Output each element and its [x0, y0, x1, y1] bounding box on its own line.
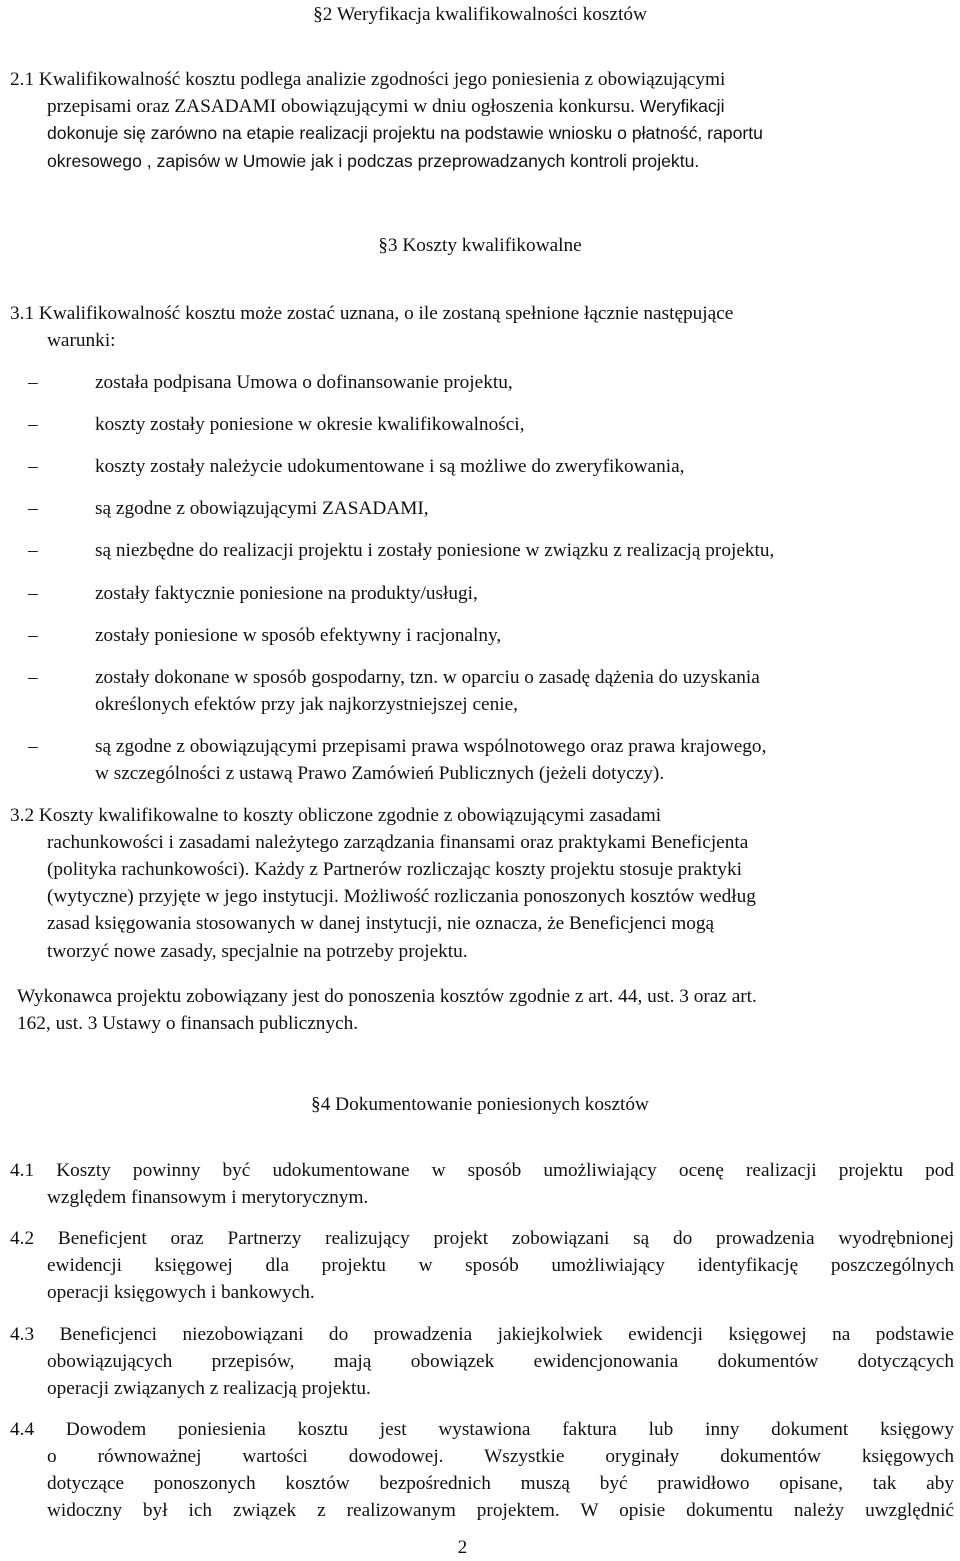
- text-line: ewidencji księgowej dla projektu w sposób umożliwiający identyfikację poszczególnych: [47, 1255, 954, 1276]
- text-line: dokonuje się zarówno na etapie realizacji projektu na podstawie wniosku o płatność, raportu: [47, 123, 763, 143]
- dash-bullet: –: [28, 498, 38, 519]
- dash-bullet: –: [28, 372, 38, 393]
- dash-bullet: –: [28, 540, 38, 561]
- text-line: operacji związanych z realizacją projektu.: [47, 1378, 371, 1399]
- list-item-text: w szczególności z ustawą Prawo Zamówień Publicznych (jeżeli dotyczy).: [95, 763, 665, 784]
- text-line: dotyczące ponoszonych kosztów bezpośrednich muszą być prawidłowo opisane, tak aby: [47, 1473, 954, 1494]
- section-3-heading: §3 Koszty kwalifikowalne: [378, 235, 582, 256]
- dash-bullet: –: [28, 583, 38, 604]
- dash-bullet: –: [28, 625, 38, 646]
- list-item-text: są zgodne z obowiązującymi ZASADAMI,: [95, 498, 429, 519]
- text-line: (wytyczne) przyjęte w jego instytucji. Możliwość rozliczania ponoszonych kosztów według: [47, 886, 756, 907]
- list-item-text: określonych efektów przy jak najkorzystniejszej cenie,: [95, 694, 518, 715]
- text-line: 162, ust. 3 Ustawy o finansach publicznych.: [17, 1013, 359, 1034]
- text-line: tworzyć nowe zasady, specjalnie na potrzeby projektu.: [47, 941, 468, 962]
- text-line: Wykonawca projektu zobowiązany jest do ponoszenia kosztów zgodnie z art. 44, ust. 3 oraz art.: [17, 986, 757, 1007]
- dash-bullet: –: [28, 414, 38, 435]
- text-line: rachunkowości i zasadami należytego zarządzania finansami oraz praktykami Beneficjenta: [47, 832, 749, 853]
- text-line: 2.1 Kwalifikowalność kosztu podlega analizie zgodności jego poniesienia z obowiązującymi: [10, 69, 726, 90]
- text-line: zasad księgowania stosowanych w danej instytucji, nie oznacza, że Beneficjenci mogą: [47, 913, 715, 934]
- list-item-text: są zgodne z obowiązującymi przepisami prawa wspólnotowego oraz prawa krajowego,: [95, 736, 767, 757]
- text-line: 3.1 Kwalifikowalność kosztu może zostać uznana, o ile zostaną spełnione łącznie następujące: [10, 303, 734, 324]
- text-line: (polityka rachunkowości). Każdy z Partnerów rozliczając koszty projektu stosuje praktyki: [47, 859, 742, 880]
- section-2-heading: §2 Weryfikacja kwalifikowalności kosztów: [313, 4, 647, 25]
- dash-bullet: –: [28, 736, 38, 757]
- text-line: 3.2 Koszty kwalifikowalne to koszty obliczone zgodnie z obowiązującymi zasadami: [10, 805, 662, 826]
- dash-bullet: –: [28, 456, 38, 477]
- text-line: 4.3 Beneficjenci niezobowiązani do prowadzenia jakiejkolwiek ewidencji księgowej na podstawie: [10, 1324, 954, 1345]
- list-item-text: koszty zostały poniesione w okresie kwalifikowalności,: [95, 414, 525, 435]
- text-line: 4.4 Dowodem poniesienia kosztu jest wystawiona faktura lub inny dokument księgowy: [10, 1419, 954, 1440]
- list-item-text: są niezbędne do realizacji projektu i zostały poniesione w związku z realizacją projektu,: [95, 540, 775, 561]
- text-line: przepisami oraz ZASADAMI obowiązującymi w dniu ogłoszenia konkursu. Weryfikacji: [47, 96, 725, 117]
- text-line: okresowego , zapisów w Umowie jak i podczas przeprowadzanych kontroli projektu.: [47, 151, 700, 171]
- text-line: 4.2 Beneficjent oraz Partnerzy realizujący projekt zobowiązani są do prowadzenia wyodrębnionej: [10, 1228, 954, 1249]
- text-line: warunki:: [47, 330, 116, 351]
- text-line: obowiązujących przepisów, mają obowiązek ewidencjonowania dokumentów dotyczących: [47, 1351, 954, 1372]
- text-line: widoczny był ich związek z realizowanym projektem. W opisie dokumentu należy uwzględnić: [47, 1500, 954, 1521]
- text-line: względem finansowym i merytorycznym.: [47, 1187, 369, 1208]
- list-item-text: zostały poniesione w sposób efektywny i racjonalny,: [95, 625, 502, 646]
- text-line: operacji księgowych i bankowych.: [47, 1282, 315, 1303]
- page-number: 2: [457, 1537, 468, 1558]
- list-item-text: zostały dokonane w sposób gospodarny, tzn. w oparciu o zasadę dążenia do uzyskania: [95, 667, 760, 688]
- list-item-text: zostały faktycznie poniesione na produkty/usługi,: [95, 583, 478, 604]
- text-line: o równoważnej wartości dowodowej. Wszystkie oryginały dokumentów księgowych: [47, 1446, 954, 1467]
- list-item-text: koszty zostały należycie udokumentowane i są możliwe do zweryfikowania,: [95, 456, 685, 477]
- text-line: 4.1 Koszty powinny być udokumentowane w sposób umożliwiający ocenę realizacji projektu pod: [10, 1160, 954, 1181]
- section-4-heading: §4 Dokumentowanie poniesionych kosztów: [311, 1094, 649, 1115]
- dash-bullet: –: [28, 667, 38, 688]
- list-item-text: została podpisana Umowa o dofinansowanie projektu,: [95, 372, 513, 393]
